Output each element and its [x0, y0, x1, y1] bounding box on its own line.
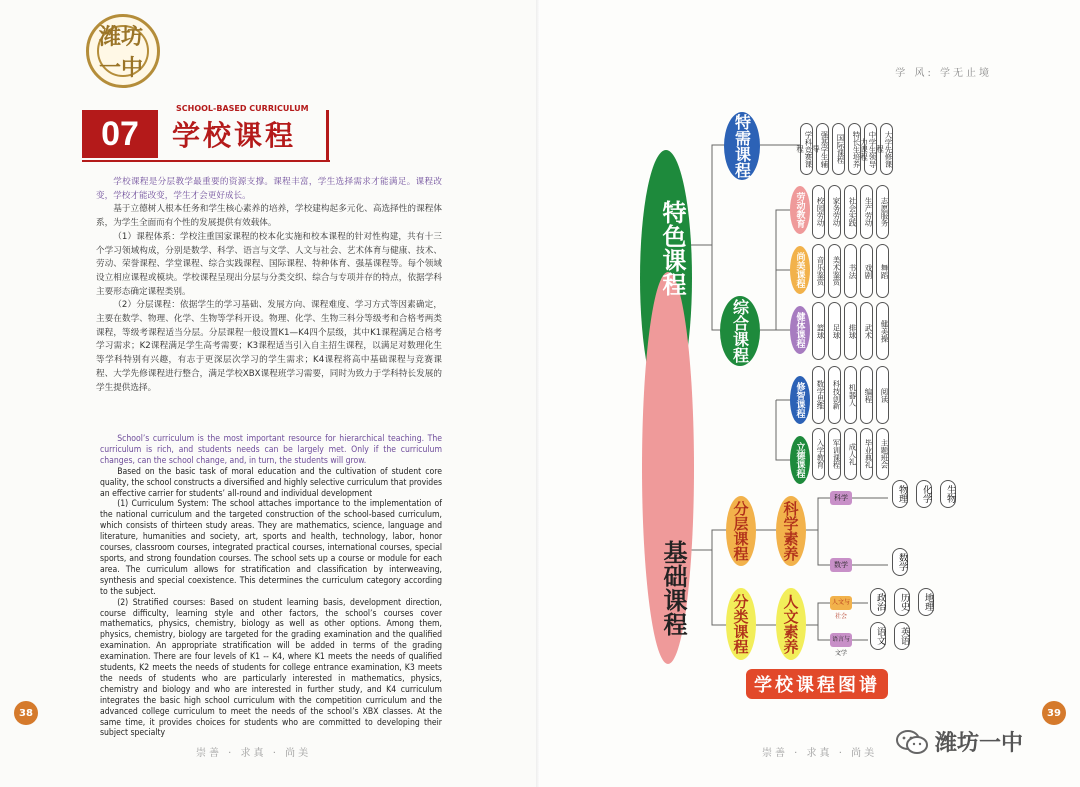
- curriculum-leaf: 排球: [844, 302, 857, 360]
- curriculum-leaf: 成人礼: [844, 428, 857, 480]
- node-virtue: 立德课程: [790, 436, 810, 484]
- curriculum-leaf: 毕业典礼: [860, 428, 873, 480]
- curriculum-leaf: 生产劳动: [860, 185, 873, 239]
- subject-node: 英语: [894, 622, 910, 650]
- en-paragraph: School’s curriculum is the most important resource for hierarchical teaching. The curriculum is rich, and students needs can be largely met. Only if the curriculum changes, can the school change, and, in turn, the students will grow.: [100, 434, 442, 466]
- cn-paragraph: 学校课程是分层教学最重要的资源支撑。课程丰富，学生选择需求才能满足。课程改变，学校才能改变，学生才会更好成长。: [96, 177, 442, 201]
- node-classified: 分类课程: [726, 588, 756, 660]
- curriculum-leaf: 学科竞赛课程: [800, 123, 813, 175]
- node-math: 数学: [830, 558, 852, 572]
- subject-node: 历史: [894, 588, 910, 616]
- node-humanities-literacy: 人文素养: [776, 588, 806, 660]
- curriculum-leaf: 阅读: [876, 366, 889, 424]
- node-mind: 修智课程: [790, 376, 810, 424]
- curriculum-leaf: 强基学生辅导: [816, 123, 829, 175]
- curriculum-leaf: 中学生领导力课程: [864, 123, 877, 175]
- subject-node: 语文: [870, 622, 886, 650]
- cn-paragraph: 基于立德树人根本任务和学生核心素养的培养，学校建构起多元化、高选择性的课程体系，为学生全面而有个性的发展提供有效载体。: [96, 204, 442, 229]
- curriculum-leaf: 机器人: [844, 366, 857, 424]
- node-labor: 劳动教育: [790, 186, 810, 234]
- node-language-literature: 语言与文学: [830, 633, 852, 647]
- curriculum-leaf: 编程: [860, 366, 873, 424]
- root-bottom-label: 基础课程: [659, 540, 687, 636]
- curriculum-leaf: 舞蹈: [876, 244, 889, 298]
- wechat-icon: [895, 729, 929, 755]
- en-paragraph: (2) Stratified courses: Based on student learning basis, development direction, course difficulty, learning style and other factors, the school’s courses cover mathematics, physics, chemistry, biology as well as other options. Among them, physics, chemistry, biology are targeted for the grading examination and the qualified examination. An appropriate stratification will be added in terms of the grading examination. There are four levels of K1 -- K4, where K1 meets the needs of qualified students, K2 meets the needs of students for college entrance examination, K3 meets the needs of students who are particularly interested in mathematics, physics, chemistry and biology and who are interested in further study, and K4 curriculum integrates the basic high school curriculum with the competition curriculum and the advanced college curriculum to meet the needs of the school’s XBX classes. At the same time, it provides choices for students who are committed to developing their subject specialty: [100, 597, 442, 739]
- curriculum-leaf: 数学思维: [812, 366, 825, 424]
- en-paragraph: (1) Curriculum System: The school attaches importance to the implementation of the national curriculum and the targeted construction of the school-based curriculum, which consists of thirteen study areas. They are mathematics, science, language and literature, humanities and society, art, sports and health, technology, labor, honor courses, classroom courses, integrated practical courses, international courses, special sports, and strong foundation courses. The school sets up a course or module for each area. The curriculum allows for stratification and classification by interweaving, synthesis and special coexistence. This determines the curriculum category according to the subject.: [100, 499, 442, 597]
- curriculum-leaf: 志愿服务: [876, 185, 889, 239]
- curriculum-leaf: 入学教育: [812, 428, 825, 480]
- seal-center: 潍坊一中: [97, 25, 149, 77]
- en-paragraph: Based on the basic task of moral education and the cultivation of student core quality, the school constructs a diversified and highly selective curriculum that provides an effective carrier for students’ all-round and individual development: [100, 466, 442, 499]
- curriculum-leaf: 美术鉴赏: [828, 244, 841, 298]
- curriculum-leaf: 音乐鉴赏: [812, 244, 825, 298]
- cn-paragraph: （1）课程体系：学校注重国家课程的校本化实施和校本课程的针对性构建，共有十三个学习领域构成，分别是数学、科学、语言与文学、人文与社会、艺术体育与健康、技术、劳动、荣誉课程、学堂课程、综合实践课程、国际课程、特种体育、强基课程等。每个领域设立相应课程或模块。学校课程呈现出分层与分类交织、综合与专项并存的特点，依据学科主要形态确定课程类别。: [96, 231, 442, 297]
- curriculum-leaf: 主题班会: [876, 428, 889, 480]
- subject-node: 地理: [918, 588, 934, 616]
- section-number: 07: [82, 110, 158, 158]
- header-motto-right: 学 风: 学无止境: [895, 68, 992, 79]
- curriculum-leaf: 校园劳动: [812, 185, 825, 239]
- curriculum-leaf: 戏剧: [860, 244, 873, 298]
- node-integrated: 综合课程: [720, 296, 760, 366]
- wechat-account-name: 潍坊一中: [935, 731, 1024, 756]
- curriculum-leaf: 健美操: [876, 302, 889, 360]
- curriculum-leaf: 大学先修课程: [880, 123, 893, 175]
- subject-node: 政治: [870, 588, 886, 616]
- curriculum-leaf: 社会实践: [844, 185, 857, 239]
- node-stratified: 分层课程: [726, 496, 756, 566]
- curriculum-leaf: 篮球: [812, 302, 825, 360]
- section-title-en: SCHOOL-BASED CURRICULUM: [176, 104, 309, 113]
- page-number-right: 39: [1042, 701, 1066, 725]
- curriculum-leaf: 军训课程: [828, 428, 841, 480]
- footer-motto-right: 崇善 · 求真 · 尚美: [762, 748, 878, 759]
- node-honor: 尚美课程: [790, 246, 810, 294]
- node-special: 特需课程: [724, 112, 760, 180]
- subject-node: 化学: [916, 480, 932, 508]
- subject-node: 数学: [892, 548, 908, 576]
- page-number-left: 38: [14, 701, 38, 725]
- node-science-literacy: 科学素养: [776, 496, 806, 566]
- node-humanities-society: 人文与社会: [830, 596, 852, 610]
- curriculum-leaf: 书法: [844, 244, 857, 298]
- cn-paragraph: （2）分层课程：依据学生的学习基础、发展方向、课程难度、学习方式等因素确定，主要在数学、物理、化学、生物等学科开设。物理、化学、生物三科分等级考和合格考两类课程，等级考课程适当分层。分层课程一般设置K1—K4四个层级，其中K1课程满足合格考学习需求；K2课程满足学生高考需要；K3课程适当引入自主招生课程，以满足对数理化生等学科特别有兴趣，有志于更深层次学习的学生需求；K4课程将高中基础课程与竞赛课程、大学先修课程进行整合，满足学校XBX课程班学习需要，同时为致力于学科特长发展的学生提供选择。: [96, 300, 442, 393]
- subject-node: 生物: [940, 480, 956, 508]
- wechat-watermark: [895, 726, 1023, 757]
- curriculum-leaf: 武术: [860, 302, 873, 360]
- node-science: 科学: [830, 491, 852, 505]
- subject-node: 物理: [892, 480, 908, 508]
- curriculum-map-badge: 学校课程图谱: [746, 669, 888, 699]
- curriculum-leaf: 科技创新: [828, 366, 841, 424]
- curriculum-leaf: 国际课程: [832, 123, 845, 175]
- root-top-label: 特色课程: [658, 200, 686, 296]
- curriculum-leaf: 家务劳动: [828, 185, 841, 239]
- curriculum-leaf: 足球: [828, 302, 841, 360]
- footer-motto-left: 崇善 · 求真 · 尚美: [196, 748, 312, 759]
- curriculum-leaf: 特长生培养: [848, 123, 861, 175]
- node-health: 健体课程: [790, 306, 810, 354]
- section-title-cn: 学校课程: [172, 119, 297, 152]
